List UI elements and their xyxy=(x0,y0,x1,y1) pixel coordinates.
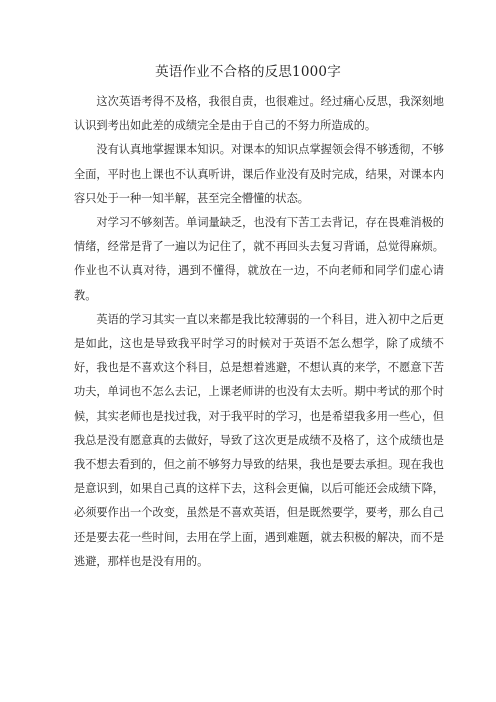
document-title: 英语作业不合格的反思1000字 xyxy=(155,64,341,80)
paragraph-1: 这次英语考得不及格，我很自责，也很难过。经过痛心反思，我深刻地认识到考出如此差的成绩完全是由于自己的不努力所造成的。 xyxy=(74,95,444,133)
paragraph-4: 英语的学习其实一直以来都是我比较薄弱的一个科目，进入初中之后更是如此，这也是导致我平时学习的时候对于英语不怎么想学，除了成绩不好，我也是不喜欢这个科目，总是想着逃避，不想认真的来学，不愿意下苦功夫，单词也不怎么去记，上课老师讲的也没有太去听。期中考试的那个时候，其实老师也是找过我，对于我平时的学习，也是希望我多用一些心，但我总是没有愿意真的去做好，导致了这次更是成绩不及格了，这个成绩也是我不想去看到的，但之前不够努力导致的结果，我也是要去承担。现在我也是意识到，如果自己真的这样下去，这科会更偏，以后可能还会成绩下降，必须要作出一个改变，虽然是不喜欢英语，但是既然要学，要考，那么自己还是要去花一些时间，去用在学上面，遇到难题，就去积极的解决，而不是逃避，那样也是没有用的。 xyxy=(74,312,444,568)
paragraph-2: 没有认真地掌握课本知识。对课本的知识点掌握领会得不够透彻，不够全面，平时也上课也不认真听讲，课后作业没有及时完成，结果，对课本内容只处于一种一知半解，甚至完全懵懂的状态。 xyxy=(74,143,444,205)
document-body xyxy=(74,90,444,574)
paragraph-3: 对学习不够刻苦。单词量缺乏，也没有下苦工去背记，存在畏难消极的情绪，经常是背了一遍以为记住了，就不再回头去复习背诵，总觉得麻烦。作业也不认真对待，遇到不懂得，就放在一边，不向老师和同学们虚心请教。 xyxy=(74,216,444,302)
